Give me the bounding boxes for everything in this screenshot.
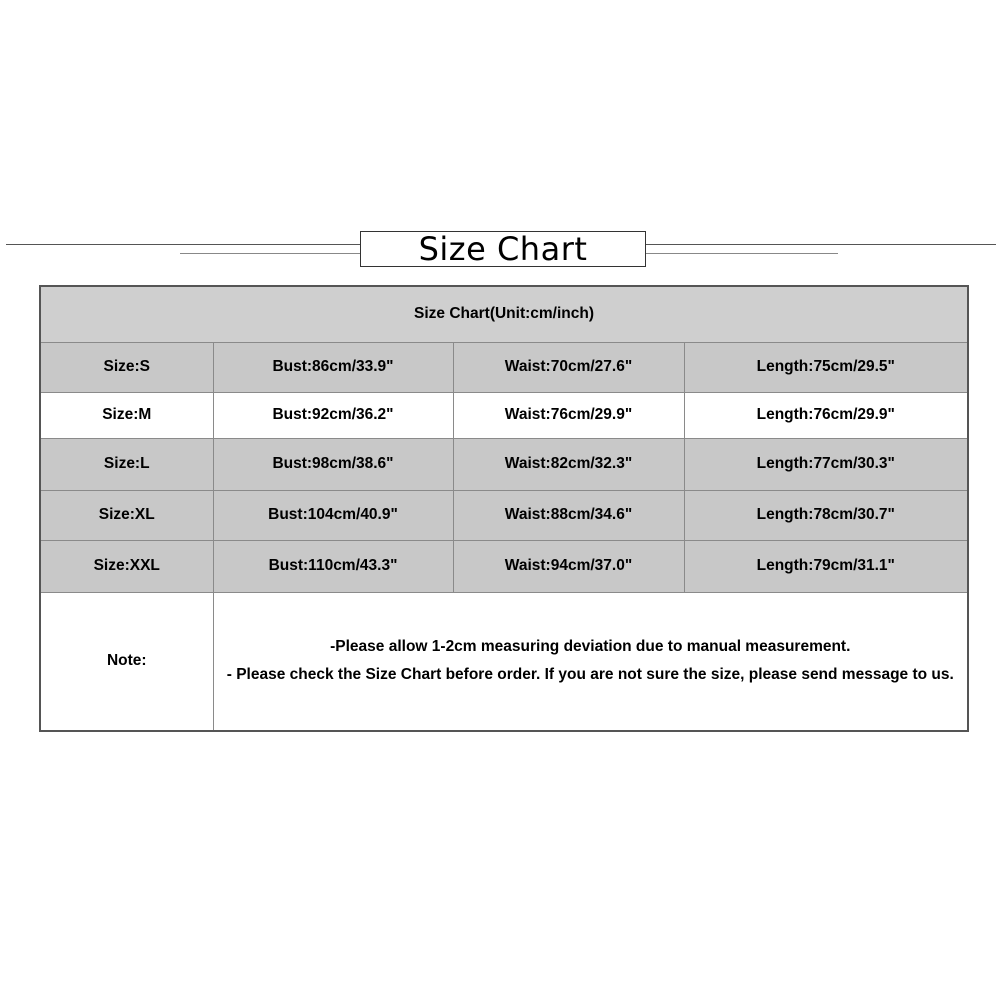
waist-cell: Waist:70cm/27.6" [453, 342, 684, 392]
size-cell: Size:M [40, 392, 213, 438]
note-line-2: - Please check the Size Chart before order. If you are not sure the size, please send message to us. [226, 666, 954, 684]
waist-cell: Waist:76cm/29.9" [453, 392, 684, 438]
bust-cell: Bust:92cm/36.2" [213, 392, 453, 438]
note-label: Note: [40, 592, 213, 731]
table-row [40, 438, 968, 490]
table-row [40, 540, 968, 592]
table-row [40, 392, 968, 438]
banner-line-bottom-left [180, 253, 360, 254]
bust-cell: Bust:98cm/38.6" [213, 438, 453, 490]
note-content [213, 592, 968, 731]
size-cell: Size:S [40, 342, 213, 392]
bust-cell: Bust:104cm/40.9" [213, 490, 453, 540]
bust-cell: Bust:110cm/43.3" [213, 540, 453, 592]
table-header-row [40, 286, 968, 342]
bust-cell: Bust:86cm/33.9" [213, 342, 453, 392]
length-cell: Length:79cm/31.1" [684, 540, 968, 592]
waist-cell: Waist:88cm/34.6" [453, 490, 684, 540]
size-cell: Size:L [40, 438, 213, 490]
waist-cell: Waist:94cm/37.0" [453, 540, 684, 592]
note-row [40, 592, 968, 731]
size-cell: Size:XL [40, 490, 213, 540]
table-row [40, 342, 968, 392]
length-cell: Length:75cm/29.5" [684, 342, 968, 392]
note-line-1: -Please allow 1-2cm measuring deviation due to manual measurement. [330, 638, 851, 656]
banner-line-bottom-right [646, 253, 838, 254]
table-header: Size Chart(Unit:cm/inch) [40, 286, 968, 342]
table-row [40, 490, 968, 540]
length-cell: Length:78cm/30.7" [684, 490, 968, 540]
size-chart-banner [360, 231, 646, 267]
size-cell: Size:XXL [40, 540, 213, 592]
banner-title: Size Chart [418, 230, 588, 268]
waist-cell: Waist:82cm/32.3" [453, 438, 684, 490]
length-cell: Length:76cm/29.9" [684, 392, 968, 438]
size-chart-table [39, 285, 969, 732]
length-cell: Length:77cm/30.3" [684, 438, 968, 490]
